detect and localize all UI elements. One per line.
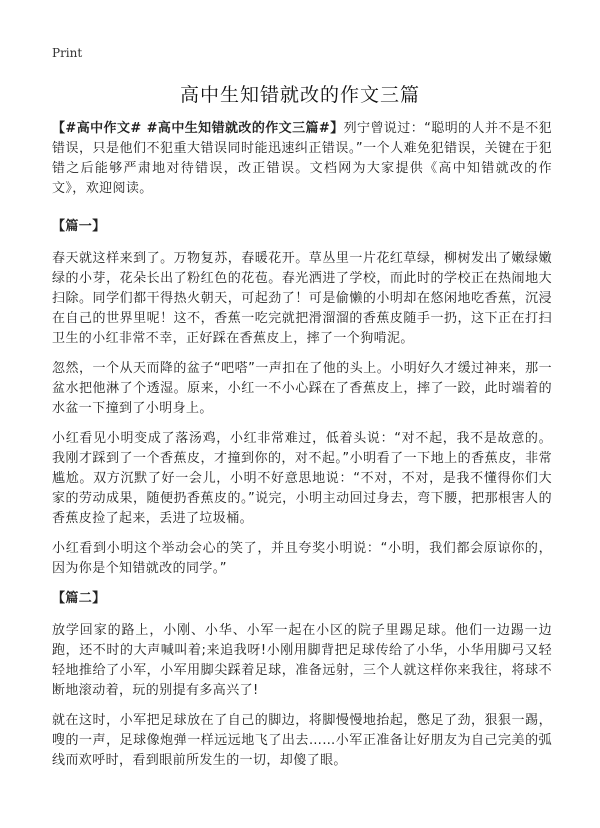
section-heading: 【篇二】: [52, 591, 106, 606]
section-two: [52, 589, 552, 771]
paragraph: 就在这时，小军把足球放在了自己的脚边，将脚慢慢地抬起，憋足了劲，狠狠一踢，嗖的一声，足球像炮弹一样远远地飞了出去……小军正准备让好朋友为自己完美的弧线而欢呼时，看到眼前所发生的一切，却傻了眼。: [52, 713, 552, 768]
section-one: [52, 217, 552, 579]
intro-tag: 【#高中作文# #高中生知错就改的作文三篇#】: [52, 121, 344, 136]
print-link[interactable]: Print: [52, 46, 83, 60]
paragraph: 小红看见小明变成了落汤鸡，小红非常难过，低着头说：“对不起，我不是故意的。我刚才踩到了一个香蕉皮，才撞到你的，对不起。”小明看了一下地上的香蕉皮，非常尴尬。双方沉默了好一会儿，小明不好意思地说：“不对，不对，是我不懂得你们大家的劳动成果，随便扔香蕉皮的。”说完，小明主动回过身去，弯下腰，把那根害人的香蕉皮捡了起来，丢进了垃圾桶。: [52, 431, 552, 526]
page-title: 高中生知错就改的作文三篇: [179, 84, 420, 106]
paragraph: 春天就这样来到了。万物复苏，春暖花开。草丛里一片花红草绿，柳树发出了嫩绿嫩绿的小芽，花朵长出了粉红色的花苞。春光洒进了学校，而此时的学校正在热闹地大扫除。同学们都干得热火朝天，可起劲了！可是偷懒的小明却在悠闲地吃香蕉，沉浸在自己的世界里呢！这不，香蕉一吃完就把滑溜溜的香蕉皮随手一扔，这下正在打扫卫生的小红非常不幸，正好踩在香蕉皮上，摔了一个狗啃泥。: [52, 251, 552, 346]
paragraph: 小红看到小明这个举动会心的笑了，并且夸奖小明说：“小明，我们都会原谅你的，因为你是个知错就改的同学。”: [52, 541, 552, 576]
paragraph: 忽然，一个从天而降的盆子“吧嗒”一声扣在了他的头上。小明好久才缓过神来，那一盆水把他淋了个透湿。原来，小红一不小心踩在了香蕉皮上，摔了一跤，此时端着的水盆一下撞到了小明身上。: [52, 361, 552, 416]
article-body: [52, 119, 552, 781]
intro-text: 列宁曾说过：“聪明的人并不是不犯错误，只是他们不犯重大错误同时能迅速纠正错误。”一个人难免犯错误，关键在于犯错之后能够严肃地对待错误，改正错误。文档网为大家提供《高中知错就改的作文》，欢迎阅读。: [52, 121, 553, 196]
intro-paragraph: [52, 119, 552, 199]
section-heading: 【篇一】: [52, 219, 106, 234]
paragraph: 放学回家的路上，小刚、小华、小军一起在小区的院子里踢足球。他们一边踢一边跑，还不时的大声喊叫着;来追我呀!小刚用脚背把足球传给了小华，小华用脚弓又轻轻地推给了小军，小军用脚尖踩着足球，准备远射，三个人就这样你来我往，将球不断地滚动着，玩的别提有多高兴了!: [52, 623, 552, 698]
